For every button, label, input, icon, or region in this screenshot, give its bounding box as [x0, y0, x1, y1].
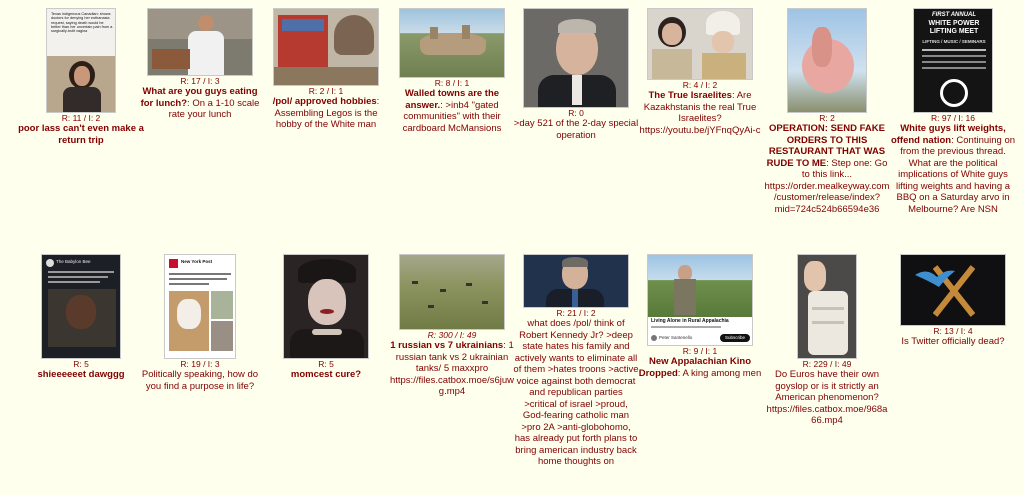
thread-teaser [890, 123, 1016, 215]
thumb-face [74, 66, 90, 86]
thread-body: : 1 russian tank vs 2 ukrainian tanks/ 5 maxxpro https://files.catbox.moe/s6juwg.mp4 [389, 340, 515, 397]
thumb-face [662, 23, 682, 45]
thread-body: : A king among men [677, 367, 762, 379]
thread-15[interactable] [764, 254, 890, 427]
thread-subject: 1 russian vs 7 ukrainians [390, 340, 504, 351]
thumb-shape [812, 27, 832, 67]
thumb-line [651, 326, 721, 328]
thread-thumbnail[interactable] [797, 254, 857, 359]
thumb-line [48, 281, 100, 283]
thumb-line [922, 55, 986, 57]
thread-teaser [137, 369, 263, 392]
thread-thumbnail[interactable] [399, 8, 505, 78]
thread-thumbnail[interactable] [273, 8, 379, 86]
thumb-table [274, 67, 379, 86]
thread-body: : >inb4 "gated communities" with their cardboard McMansions [402, 99, 502, 134]
thumb-shirt [572, 75, 582, 105]
thumb-account: New York Post [181, 259, 213, 264]
thumb-lego-roof [282, 19, 324, 31]
thread-subject: /pol/ approved hobbies [272, 96, 377, 107]
thumb-body [652, 49, 692, 80]
thumb-face [66, 295, 96, 329]
thread-thumbnail[interactable] [787, 8, 867, 113]
thread-13[interactable] [513, 254, 639, 484]
thread-body: Is Twitter officially dead? [901, 336, 1005, 347]
thumb-bird [915, 267, 955, 289]
thumb-vehicle [466, 283, 472, 286]
thumb-video-frame [648, 255, 753, 317]
thumb-hair [562, 257, 588, 267]
thread-thumbnail[interactable] [523, 8, 629, 108]
thread-thumbnail[interactable] [913, 8, 993, 113]
thread-teaser [764, 369, 890, 427]
thread-stats: R: 2 / I: 1 [308, 86, 344, 96]
thread-body: : Continuing on from the previous thread. What are the political implications of White guys lifting weights and having a BBQ on a Saturday arvo in Melbourne? Are NSN [895, 134, 1016, 215]
thread-3[interactable] [263, 8, 389, 131]
thread-5[interactable] [513, 8, 639, 141]
thread-thumbnail[interactable] [147, 8, 253, 76]
thumb-tower [430, 27, 438, 39]
thread-stats: R: 5 [73, 359, 89, 369]
thread-stats: R: 21 / I: 2 [556, 308, 596, 318]
thread-thumbnail[interactable] [523, 254, 629, 308]
thread-thumbnail[interactable] [283, 254, 369, 359]
thread-teaser [389, 340, 515, 398]
thread-teaser [263, 96, 389, 131]
thread-4[interactable] [389, 8, 515, 134]
thread-subject: Walled towns are the answer. [404, 88, 500, 111]
thumb-poster-line: FIRST ANNUAL [931, 12, 977, 18]
thread-teaser [513, 118, 639, 141]
thumb-vehicle [482, 301, 488, 304]
thread-subject: momcest cure? [290, 369, 362, 380]
thread-stats: R: 2 [819, 113, 835, 123]
catalog-grid [14, 0, 1024, 495]
thread-stats: R: 8 / I: 1 [434, 78, 470, 88]
thumb-lips [320, 309, 334, 314]
thumb-body [63, 87, 101, 113]
thread-teaser [890, 336, 1016, 348]
thread-stats: R: 5 [318, 359, 334, 369]
thumb-video-title: Living Alone in Rural Appalachia [651, 318, 729, 324]
thread-subject: OPERATION: SEND FAKE ORDERS TO THIS RESTAURANT THAT WAS RUDE TO ME [766, 123, 886, 169]
thread-stats: R: 229 / I: 49 [802, 359, 852, 369]
thumb-face [712, 31, 734, 53]
thread-subject: White guys lift weights, offend nation [890, 123, 1006, 146]
thumb-line [169, 278, 227, 280]
thread-subject: New Appalachian Kino Dropped [638, 356, 752, 379]
thread-10[interactable] [137, 254, 263, 392]
thread-subject: The True Israelites [648, 90, 732, 101]
thread-1[interactable] [18, 8, 144, 146]
thread-stats: R: 17 / I: 3 [180, 76, 220, 86]
thread-teaser [513, 318, 639, 468]
thread-teaser [137, 86, 263, 121]
thread-stats: R: 97 / I: 16 [931, 113, 975, 123]
thumb-account: The Babylon Bee [56, 259, 91, 264]
thread-stats: R: 4 / I: 2 [682, 80, 718, 90]
thread-thumbnail[interactable] [900, 254, 1006, 326]
thumb-avatar [46, 259, 54, 267]
thread-16[interactable] [890, 254, 1016, 348]
thumb-poster-sub: LIFTING / MUSIC / SEMINARS [922, 39, 986, 44]
thread-7[interactable] [764, 8, 890, 234]
thread-8[interactable] [890, 8, 1016, 234]
thread-body: Do Euros have their own goyslop or is it strictly an American phenomenon? https://files.catbox.moe/968a66.mp4 [766, 369, 888, 426]
thread-2[interactable] [137, 8, 263, 121]
thumb-vehicle [428, 305, 434, 308]
thumb-line [922, 67, 986, 69]
thumb-shirt [188, 31, 224, 76]
thread-9[interactable] [18, 254, 144, 381]
thumb-line [922, 61, 986, 63]
thumb-body [674, 279, 696, 315]
thread-teaser [389, 88, 515, 134]
thread-thumbnail[interactable] [164, 254, 236, 359]
thumb-line [812, 307, 844, 310]
thumb-hand [804, 261, 826, 291]
thread-thumbnail[interactable] [41, 254, 121, 359]
thumb-headline: Texas indigenous Canadian: shows doctors for denying her euthanasia request, saying death would be better than her uncertain pain from a surgically-built vagina [51, 12, 113, 34]
thread-body: what does /pol/ think of Robert Kennedy Jr? >deep state hates his family and actively wants to eliminate all of them >hates troons >active voice against both democrat and republican parties >critical of israel >proud, God-fearing catholic man >pro 2A >anti-globohomo, has already put forth plans to bring american industry back home thoughts on [513, 318, 639, 467]
thread-body: >day 521 of the 2-day special operation [513, 118, 639, 141]
thread-body: : On a 1-10 scale rate your lunch [168, 97, 260, 120]
thumb-line [922, 49, 986, 51]
thumb-poster-title: WHITE POWER LIFTING MEET [928, 20, 980, 35]
thread-body: : Assembling Legos is the hobby of the White man [274, 96, 380, 130]
thread-stats: R: 11 / I: 2 [61, 113, 101, 123]
thumb-logo [169, 259, 178, 268]
thumb-vehicle [412, 281, 418, 284]
thread-teaser [263, 369, 389, 381]
thumb-line [169, 273, 231, 275]
thread-thumbnail[interactable] [46, 8, 116, 113]
thread-subject: poor lass can't even make a return trip [18, 123, 144, 146]
thread-thumbnail[interactable] [647, 254, 753, 346]
thumb-subscribe: Subscribe [720, 334, 750, 342]
thread-stats: R: 0 [568, 108, 584, 118]
thumb-channel: Peter Santenello [659, 335, 693, 340]
thumb-dog-face [177, 299, 201, 329]
thumb-line [48, 276, 108, 278]
thumb-line [812, 321, 844, 324]
thread-body: Politically speaking, how do you find a purpose in life? [141, 369, 259, 392]
thumb-line [169, 283, 209, 285]
thread-body: : Are Kazakhstanis the real True Israelites? https://youtu.be/jYFnqQyAi-c [639, 90, 761, 136]
thread-thumbnail[interactable] [399, 254, 505, 330]
thread-teaser [18, 123, 144, 146]
thread-teaser [637, 356, 763, 379]
thread-body: : Step one: Go to this link... https://order.mealkeyway.com/customer/release/index?mid=724c524b66594e36 [764, 157, 890, 215]
thread-11[interactable] [263, 254, 389, 381]
thumb-hair [558, 19, 596, 33]
thread-stats: R: 19 / I: 3 [180, 359, 220, 369]
thread-subject: shieeeeeet dawggg [37, 369, 125, 380]
thread-stats: R: 300 / I: 49 [427, 330, 477, 340]
thumb-face [198, 15, 214, 31]
thumb-tie [572, 289, 578, 308]
thread-teaser [637, 90, 763, 136]
thumb-avatar [651, 335, 657, 341]
thumb-photo [211, 321, 233, 351]
thumb-dress [702, 53, 746, 80]
thumb-vehicle [440, 289, 446, 292]
thread-thumbnail[interactable] [647, 8, 753, 80]
thread-teaser [764, 123, 890, 215]
thumb-tower [462, 25, 470, 39]
thread-stats: R: 9 / I: 1 [682, 346, 718, 356]
thread-12[interactable] [389, 254, 515, 398]
thread-14[interactable] [637, 254, 763, 379]
thumb-food [152, 49, 190, 69]
thumb-line [48, 271, 114, 273]
thumb-person [334, 15, 374, 55]
thumb-emblem [940, 79, 968, 107]
thread-teaser [18, 369, 144, 381]
thumb-photo [211, 291, 233, 319]
thread-6[interactable] [637, 8, 763, 136]
thumb-necklace [312, 329, 342, 335]
thread-stats: R: 13 / I: 4 [933, 326, 973, 336]
thumb-face [308, 279, 346, 325]
thread-subject: What are you guys eating for lunch? [140, 86, 258, 109]
